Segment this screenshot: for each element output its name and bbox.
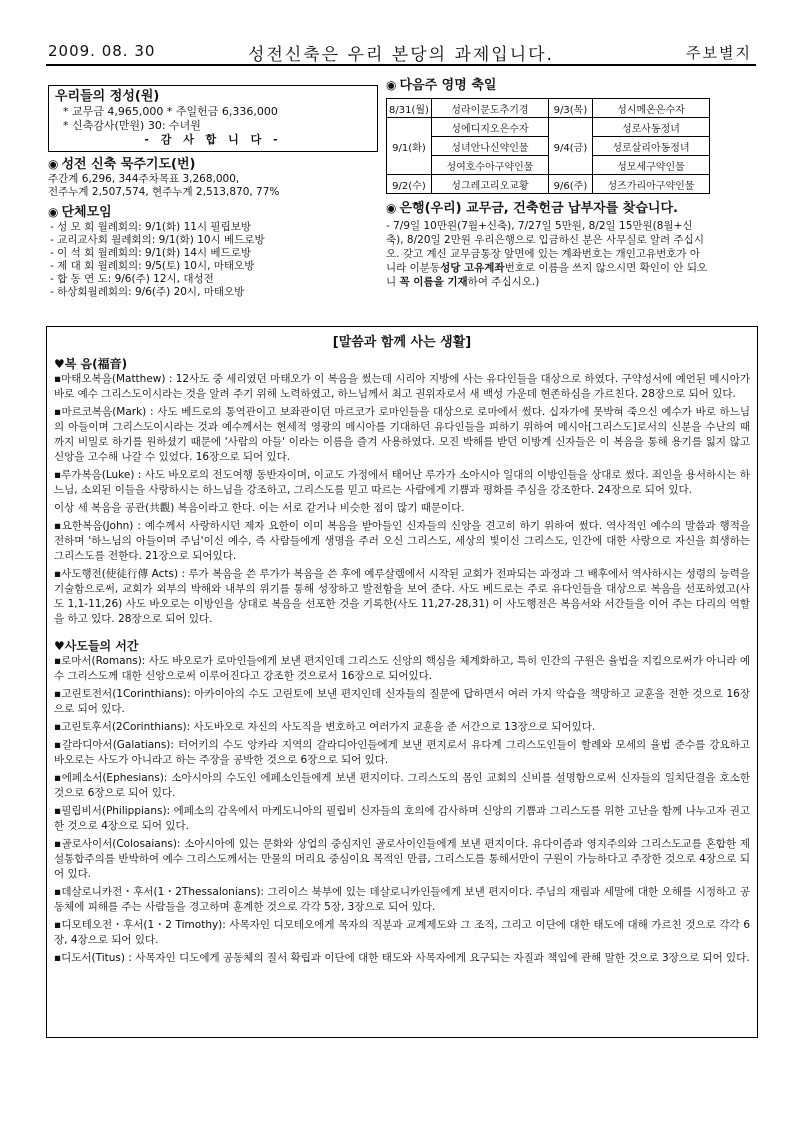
- table-cell: 성시메온은수자: [592, 99, 709, 118]
- sermon-body: [47, 350, 757, 966]
- group-item: - 이 석 회 월례회의: 9/1(화) 14시 베드로방: [50, 247, 252, 259]
- letter-entry: ▪골로사이서(Colosaians): 소아시아에 있는 문화와 상업의 중심지인 골로사이인들에게 보낸 편지이다. 유다이즘과 영지주의와 그리스도교를 혼합한 제설통합주의를 반박하여 예수 그리스도께서는 만물의 머리요 중심이요 목적인 만큼, 그리스도를 통해서만이 구원이 가능하다고 주장한 것으로 4장으로 되어 있다.: [54, 838, 750, 880]
- table-cell: 9/4(금): [548, 118, 592, 175]
- header-label: 주보별지: [686, 44, 752, 62]
- gospel-entry: ▪루가복음(Luke) : 사도 바오로의 전도여행 동반자이며, 이교도 가정에서 태어난 루가가 소아시아 일대의 이방인들을 상대로 썼다. 죄인을 용서하시는 하느님, 소외된 이들을 사랑하시는 하느님을 강조하고, 그리스도를 믿고 따르는 사람에게 기쁨과 평화를 주심을 강조한다. 24장으로 되어 있다.: [54, 469, 750, 496]
- letters-heading: ♥사도들의 서간: [54, 639, 139, 653]
- table-cell: 9/1(화): [387, 118, 432, 175]
- table-cell: 9/2(수): [387, 175, 432, 194]
- bullet-icon: ◉: [48, 157, 59, 171]
- left-column: [48, 77, 378, 299]
- table-cell: 성그레고리오교황: [431, 175, 548, 194]
- bank-text-1: - 7/9일 10만원(7월+신축), 7/27일 5만원, 8/2일 15만원(8월+신축), 8/20일 2만원 우리은행으로 입금하신 분은 사무실로 알려 주십시오. 갖고 계신 교무금통장 앞면에 있는 계좌번호는 개인고유번호가 아니라 이분동: [386, 220, 704, 274]
- letter-entry: ▪고린토후서(2Corinthians): 사도바오로 자신의 사도직을 변호하고 여러가지 교훈을 준 서간으로 13장으로 되어있다.: [54, 721, 596, 733]
- table-cell: 9/3(목): [548, 99, 592, 118]
- table-row: [387, 99, 710, 118]
- gospel-entry: ▪마태오복음(Matthew) : 12사도 중 세리였던 마태오가 이 복음을 썼는데 시리아 지방에 사는 유다인들을 대상으로 하였다. 구약성서에 예언된 메시아가 바로 예수 그리스도이시라는 것을 알려 주기 위해 노력하였고, 하느님께서 최고 권위자로서 새 백성 가운데 현존하심을 가르친다. 28장으로 되어 있다.: [54, 373, 750, 400]
- groups-title-row: [48, 204, 378, 221]
- letter-entry: ▪갈라디아서(Galatians): 터어키의 수도 앙카라 지역의 갈라디아인들에게 보낸 편지로서 유다계 그리스도인들이 할례와 모세의 율법 준수를 강요하고 바오로는 사도가 아니라고 하는 주장을 공박한 것으로 6장으로 되어 있다.: [54, 739, 750, 766]
- page-header: [46, 40, 756, 66]
- group-item: - 제 대 회 월례회의: 9/5(토) 10시, 마태오방: [50, 260, 255, 272]
- table-cell: 성여호수아구약인물: [431, 156, 548, 175]
- offering-line-1: * 교무금 4,965,000 * 주일헌금 6,336,000: [63, 105, 278, 118]
- welcome-title: 다음주 영명 축일: [399, 78, 497, 93]
- prayer-title: 성전 신축 묵주기도(번): [61, 157, 196, 172]
- header-title: 성전신축은 우리 본당의 과제입니다.: [248, 45, 554, 65]
- offering-line-2: * 신축감사(만원) 30: 수녀원: [63, 119, 201, 132]
- bullet-icon: ◉: [386, 201, 397, 215]
- letter-entry: ▪고린토전서(1Corinthians): 아카이아의 수도 고린토에 보낸 편지인데 신자들의 질문에 답하면서 여러 가지 악습을 책망하고 교훈을 전한 것으로 16장으로 되어 있다.: [54, 688, 750, 715]
- table-cell: 성라이문도추기경: [431, 99, 548, 118]
- table-cell: 성로살리아동정녀: [592, 137, 709, 156]
- gospel-entry: ▪사도행전(使徒行傳 Acts) : 루가 복음을 쓴 루가가 복음을 쓴 후에 예루살렘에서 시작된 교회가 전파되는 과정과 그 배후에서 역사하시는 성령의 능력을 기술함으로써, 교회가 외부의 박해와 내부의 위기를 통해 성장하고 발전함을 보여 준다. 사도 베드로는 주로 유다인들을 대상으로 복음을 선포하였고(사도 1,1-11,26) 사도 바오로는 이방인을 상대로 복음을 선포한 것을 기록한(사도 11,27-28,31) 이 사도행전은 복음서와 서간들을 이어 주는 다리의 역할을 하고 있다. 28장으로 되어 있다.: [54, 568, 750, 625]
- table-row: [387, 156, 710, 175]
- bank-text-3: 하여 주십시오.): [467, 276, 540, 288]
- bank-title: 은행(우리) 교무금, 건축헌금 납부자를 찾습니다.: [399, 201, 678, 216]
- letter-entry: ▪로마서(Romans): 사도 바오로가 로마인들에게 보낸 편지인데 그리스도 신앙의 핵심을 체계화하고, 특히 인간의 구원은 율법을 지킴으로써가 아니라 예수 그리스도께 대한 신앙으로써 이루어진다고 강조한 것으로서 16장으로 되어있다.: [54, 655, 750, 682]
- table-row: [387, 118, 710, 137]
- bank-section: [386, 200, 710, 289]
- sermon-box: [46, 326, 758, 1038]
- prayer-section: [48, 156, 378, 199]
- group-item: - 하상회월례회의: 9/6(주) 20시, 마태오방: [50, 286, 245, 298]
- table-cell: 성로사동정녀: [592, 118, 709, 137]
- table-cell: 성녀안나신약인물: [431, 137, 548, 156]
- prayer-line-1: 주간계 6,296, 344주차목표 3,268,000,: [48, 173, 240, 185]
- table-row: [387, 137, 710, 156]
- header-date: 2009. 08. 30: [48, 42, 156, 60]
- table-cell: 성즈가리아구약인물: [592, 175, 709, 194]
- group-item: - 교리교사회 월례회의: 9/1(화) 10시 베드로방: [50, 234, 265, 246]
- letter-entry: ▪필립비서(Philippians): 에페소의 감옥에서 마케도니아의 필립비 신자들의 호의에 감사하며 신앙의 기쁨과 그리스도를 위한 고난을 함께 나누고자 권고한 것으로 4장으로 되어 있다.: [54, 805, 750, 832]
- gospels-heading: ♥복 음(福音): [54, 357, 128, 371]
- bullet-icon: ◉: [386, 78, 397, 92]
- bullet-icon: ◉: [48, 205, 59, 219]
- right-column: [386, 77, 710, 289]
- gospel-entry: ▪요한복음(John) : 예수께서 사랑하시던 제자 요한이 이미 복음을 받아들인 신자들의 신앙을 견고히 하기 위하여 썼다. 역사적인 예수의 말씀과 행적을 전하며 '하느님의 아들이며 주님'이신 예수, 즉 사람들에게 생명을 주러 오신 그리스도, 세상의 빛이신 그리스도, 인간에 대한 사랑으로 자신을 희생하는 그리스도를 전한다. 21장으로 되어있다.: [54, 520, 750, 562]
- offering-title: 우리들의 정성(원): [55, 89, 160, 104]
- feast-table: [386, 98, 710, 194]
- letter-entry: ▪디모테오전・후서(1・2 Timothy): 사목자인 디모테오에게 목자의 직분과 교계제도와 그 조직, 그리고 이단에 대한 태도에 대해 가르친 것으로 각각 6장, 4장으로 되어 있다.: [54, 919, 750, 946]
- offering-thanks: - 감 사 합 니 다 -: [144, 133, 282, 146]
- bank-text: [386, 219, 710, 289]
- letter-entry: ▪에페소서(Ephesians): 소아시아의 수도인 에페소인들에게 보낸 편지이다. 그리스도의 몸인 교회의 신비를 설명함으로써 신자들의 일치단결을 호소한 것으로 6장으로 되어 있다.: [54, 772, 750, 799]
- gospel-note: 이상 세 복음을 공관(共觀) 복음이라고 한다. 이는 서로 같거나 비슷한 점이 많기 때문이다.: [54, 502, 465, 514]
- groups-title: 단체모임: [61, 205, 112, 220]
- table-cell: 성에디지오은수자: [431, 118, 548, 137]
- letter-entry: ▪데살로니카전・후서(1・2Thessalonians): 그리이스 북부에 있는 데살로니카인들에게 보낸 편지이다. 주님의 재림과 세말에 대한 오해를 시정하고 공동체에 피해를 주는 사람들을 경고하며 훈계한 것으로 각각 5장, 3장으로 되어 있다.: [54, 886, 750, 913]
- offering-box: [48, 85, 378, 152]
- letter-entry: ▪디도서(Titus) : 사목자인 디도에게 공동체의 질서 확립과 이단에 대한 태도와 사목자에게 요구되는 자질과 책임에 관해 말한 것으로 3장으로 되어 있다.: [54, 952, 750, 964]
- prayer-line-2: 전주누계 2,507,574, 현주누계 2,513,870, 77%: [48, 186, 280, 198]
- bank-text-2: 번호로 이름을 쓰지 않으시면 확인이 안 되오니: [386, 262, 708, 288]
- table-cell: 8/31(월): [387, 99, 432, 118]
- sermon-title: [말씀과 함께 사는 생활]: [332, 335, 472, 350]
- welcome-title-row: [386, 77, 710, 94]
- bank-title-row: [386, 200, 710, 217]
- groups-section: [48, 204, 378, 299]
- table-row: [387, 175, 710, 194]
- bank-bold-1: 성당 고유계좌: [440, 262, 505, 274]
- group-item: - 합 동 연 도: 9/6(주) 12시, 대성전: [50, 273, 214, 285]
- group-item: - 성 모 회 월례회의: 9/1(화) 11시 필립보방: [50, 221, 252, 233]
- gospel-entry: ▪마르코복음(Mark) : 사도 베드로의 통역관이고 보좌관이던 마르코가 로마인들을 대상으로 로마에서 썼다. 십자가에 못박혀 죽으신 예수가 바로 하느님의 아들이며 그리스도이시라는 것과 예수께서는 현세적 영광의 메시아를 기대하던 유다인들을 피하기 위하여 메시아[그리스도]로서의 신분을 수난의 때까지 비밀로 하기를 원하셨기 때문에 '사람의 아들' 이라는 이름을 즐겨 사용하였다. 모진 박해를 받던 이방계 신자들은 이 복음을 통해 용기를 잃지 않고 신앙을 고수해 나갈 수 있었다. 16장으로 되어 있다.: [54, 406, 750, 463]
- table-cell: 9/6(주): [548, 175, 592, 194]
- prayer-title-row: [48, 156, 378, 173]
- bank-bold-2: 꼭 이름을 기재: [399, 276, 468, 288]
- table-cell: 성모세구약인물: [592, 156, 709, 175]
